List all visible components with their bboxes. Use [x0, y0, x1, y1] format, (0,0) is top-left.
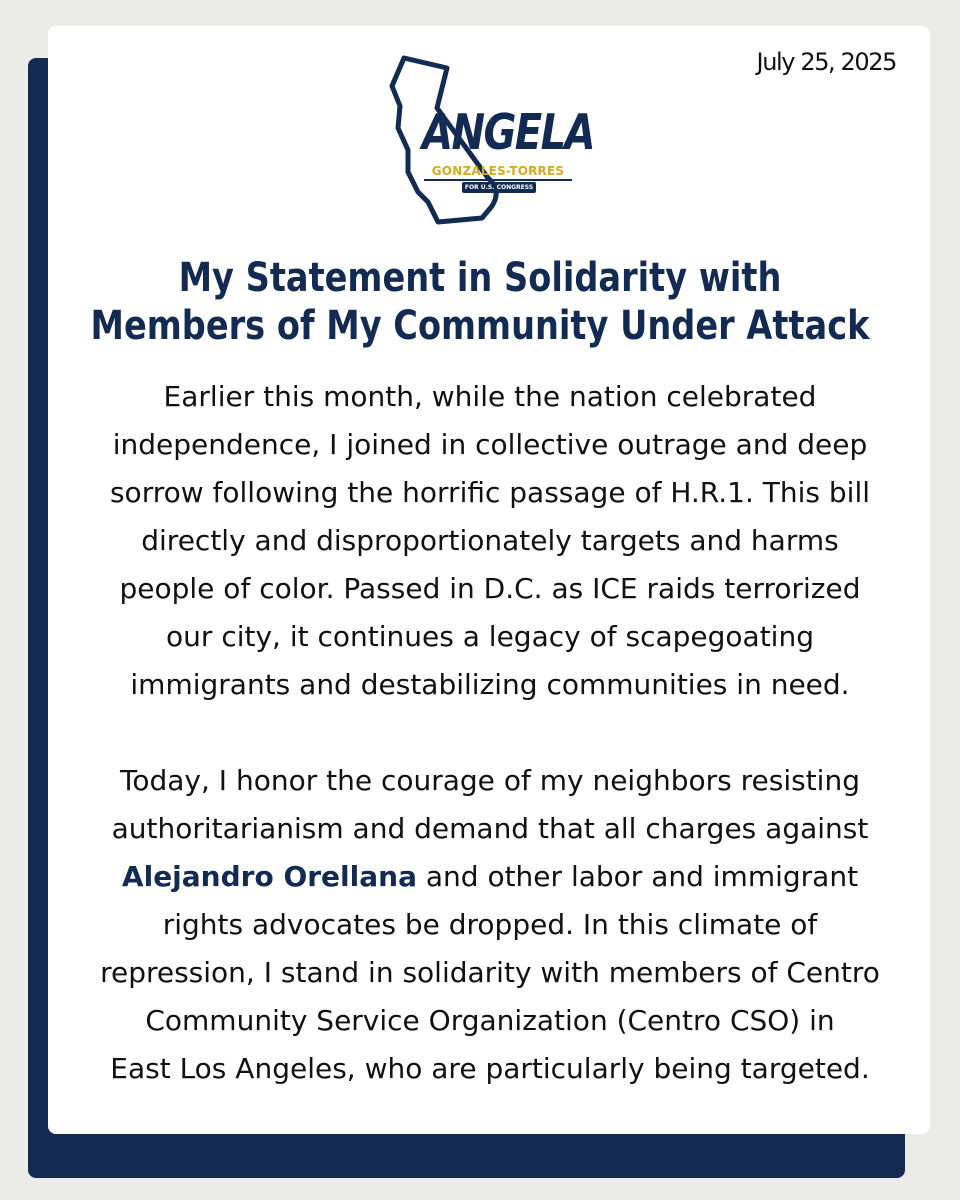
highlighted-name: Alejandro Orellana — [121, 860, 417, 893]
campaign-logo — [380, 50, 595, 240]
paragraph-1-line-4: directly and disproportionately targets and harms — [141, 524, 839, 557]
paragraph-1-line-5: people of color. Passed in D.C. as ICE raids terrorized — [119, 572, 861, 605]
paragraph-2-line-6: Community Service Organization (Centro CSO) in — [145, 1004, 835, 1037]
statement-body — [60, 373, 920, 1093]
logo-last-name: GONZALES-TORRES — [431, 164, 565, 178]
logo-first-name: ANGELA — [422, 104, 595, 161]
paragraph-2-line-5: repression, I stand in solidarity with members of Centro — [100, 956, 880, 989]
paragraph-2-line-4: rights advocates be dropped. In this climate of — [162, 908, 818, 941]
paragraph-2-line-7: East Los Angeles, who are particularly being targeted. — [110, 1052, 870, 1085]
paragraph-2-line-3-rest: and other labor and immigrant — [416, 860, 859, 893]
statement-headline — [77, 254, 883, 350]
paragraph-2-line-2: authoritarianism and demand that all charges against — [111, 812, 869, 845]
headline-line-1: My Statement in Solidarity with — [178, 255, 782, 301]
paragraph-1-line-7: immigrants and destabilizing communities in need. — [130, 668, 850, 701]
paragraph-1-line-6: our city, it continues a legacy of scapegoating — [166, 620, 814, 653]
paragraph-1-line-1: Earlier this month, while the nation celebrated — [163, 380, 817, 413]
statement-date: July 25, 2025 — [756, 48, 896, 76]
headline-line-2: Members of My Community Under Attack — [90, 303, 870, 349]
paragraph-1-line-3: sorrow following the horrific passage of H.R.1. This bill — [109, 476, 871, 509]
paragraph-spacer — [60, 709, 920, 757]
paragraph-2-line-1: Today, I honor the courage of my neighbors resisting — [120, 764, 860, 797]
paragraph-2-line-3 — [60, 853, 920, 901]
paragraph-1-line-2: independence, I joined in collective outrage and deep — [112, 428, 868, 461]
logo-divider — [424, 179, 572, 181]
logo-tagline: FOR U.S. CONGRESS — [462, 182, 536, 193]
